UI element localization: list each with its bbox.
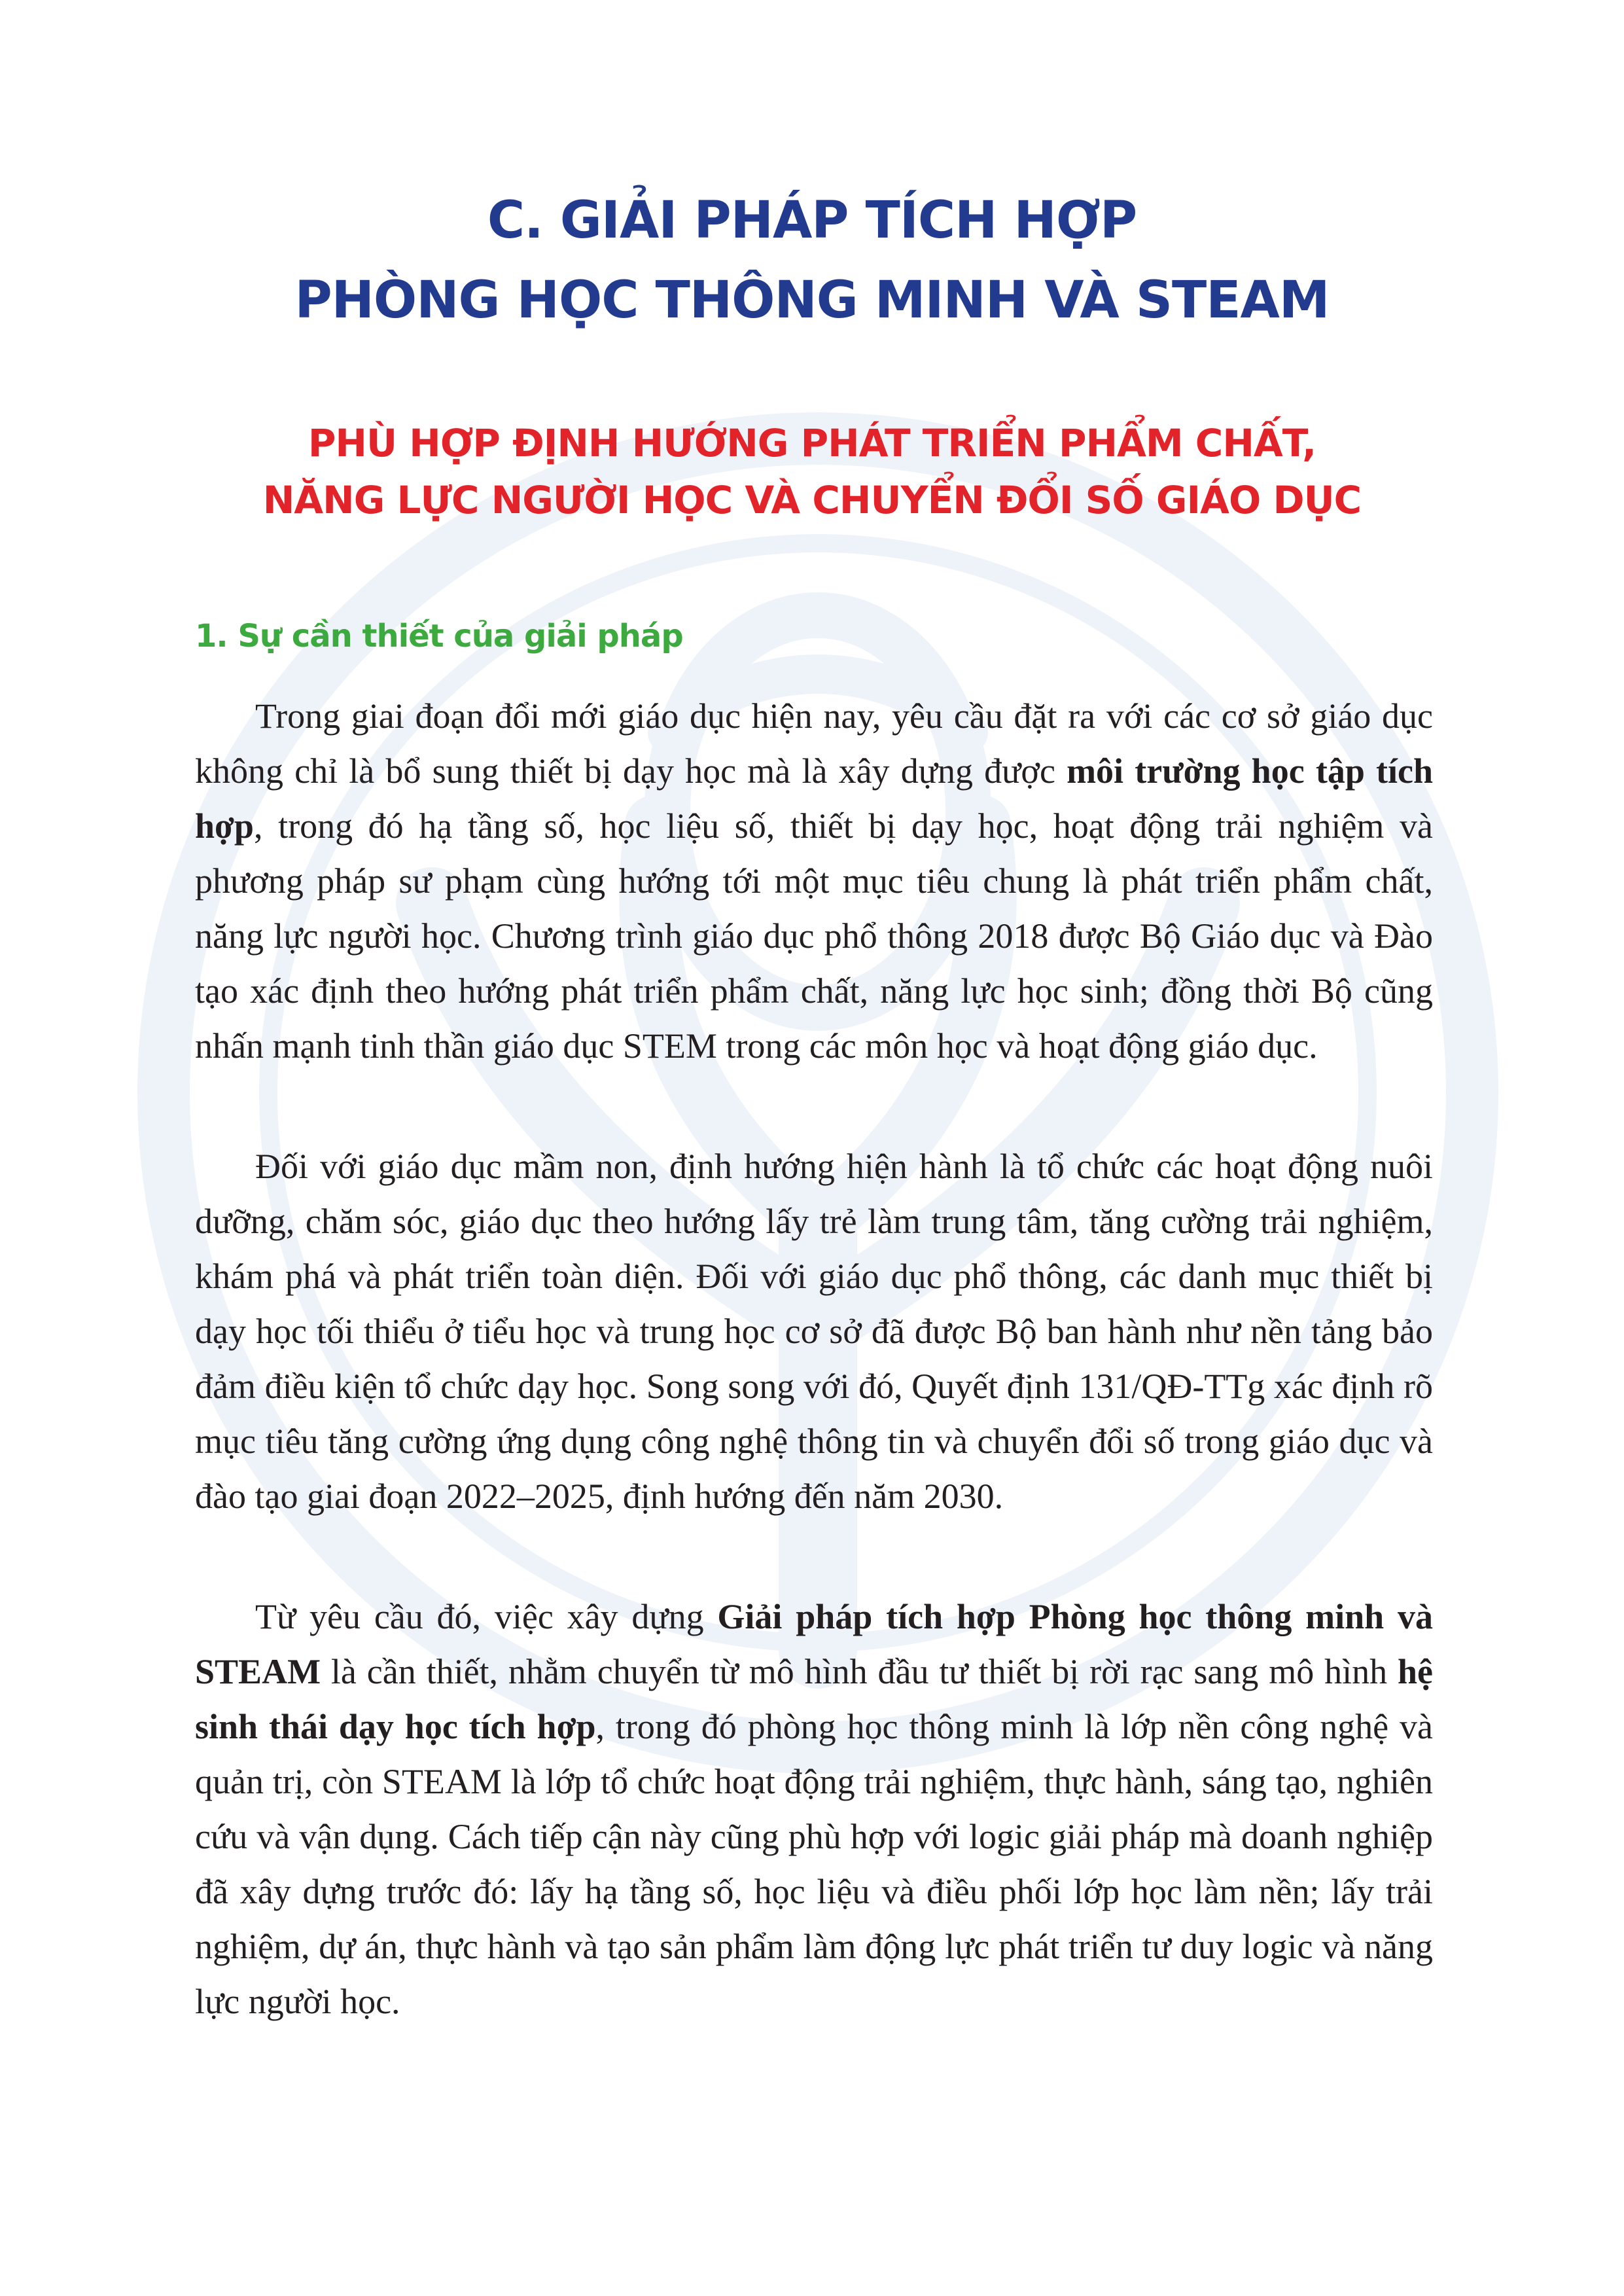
paragraph-1-bold-1: môi trường học tập tích hợp (195, 751, 1433, 846)
paragraph-3 (195, 1589, 1433, 2029)
paragraph-3-text-3: , trong đó phòng học thông minh là lớp nền công nghệ và quản trị, còn STEAM là lớp tổ chức hoạt động trải nghiệm, thực hành, sáng tạo, nghiên cứu và vận dụng. Cách tiếp cận này cũng phù hợp với logic giải pháp mà doanh nghiệp đã xây dựng trước đó: lấy hạ tầng số, học liệu và điều phối lớp học làm nền; lấy trải nghiệm, dự án, thực hành và tạo sản phẩm làm động lực phát triển tư duy logic và năng lực người học. (195, 1707, 1433, 2021)
page-subtitle-line-2: NĂNG LỰC NGƯỜI HỌC VÀ CHUYỂN ĐỔI SỐ GIÁO DỤC (262, 478, 1362, 522)
logo-watermark (131, 406, 1505, 1780)
paragraph-3-text-2: là cần thiết, nhằm chuyển từ mô hình đầu tư thiết bị rời rạc sang mô hình (321, 1652, 1398, 1691)
paragraph-3-bold-1: Giải pháp tích hợp Phòng học thông minh và STEAM (195, 1597, 1433, 1691)
paragraph-2 (195, 1139, 1433, 1524)
page-title-line-2: PHÒNG HỌC THÔNG MINH VÀ STEAM (294, 271, 1330, 330)
paragraph-1-text-2: , trong đó hạ tầng số, học liệu số, thiết bị dạy học, hoạt động trải nghiệm và phương pháp sư phạm cùng hướng tới một mục tiêu chung là phát triển phẩm chất, năng lực người học. Chương trình giáo dục phổ thông 2018 được Bộ Giáo dục và Đào tạo xác định theo hướng phát triển phẩm chất, năng lực học sinh; đồng thời Bộ cũng nhấn mạnh tinh thần giáo dục STEM trong các môn học và hoạt động giáo dục. (195, 806, 1433, 1066)
page-title-line-1: C. GIẢI PHÁP TÍCH HỢP (487, 191, 1137, 250)
paragraph-1 (195, 689, 1433, 1073)
paragraph-1-text-1: Trong giai đoạn đổi mới giáo dục hiện nay, yêu cầu đặt ra với các cơ sở giáo dục không chỉ là bổ sung thiết bị dạy học mà là xây dựng được (195, 696, 1433, 791)
page-subtitle-line-1: PHÙ HỢP ĐỊNH HƯỚNG PHÁT TRIỂN PHẨM CHẤT, (308, 421, 1316, 465)
paragraph-2-text: Đối với giáo dục mầm non, định hướng hiện hành là tổ chức các hoạt động nuôi dưỡng, chăm sóc, giáo dục theo hướng lấy trẻ làm trung tâm, tăng cường trải nghiệm, khám phá và phát triển toàn diện. Đối với giáo dục phổ thông, các danh mục thiết bị dạy học tối thiểu ở tiểu học và trung học cơ sở đã được Bộ ban hành như nền tảng bảo đảm điều kiện tổ chức dạy học. Song song với đó, Quyết định 131/QĐ-TTg xác định rõ mục tiêu tăng cường ứng dụng công nghệ thông tin và chuyển đổi số trong giáo dục và đào tạo giai đoạn 2022–2025, định hướng đến năm 2030. (195, 1147, 1433, 1516)
paragraph-3-bold-2: hệ sinh thái dạy học tích hợp (195, 1652, 1433, 1746)
section-heading: 1. Sự cần thiết của giải pháp (195, 618, 683, 655)
paragraph-3-text-1: Từ yêu cầu đó, việc xây dựng (255, 1597, 718, 1636)
